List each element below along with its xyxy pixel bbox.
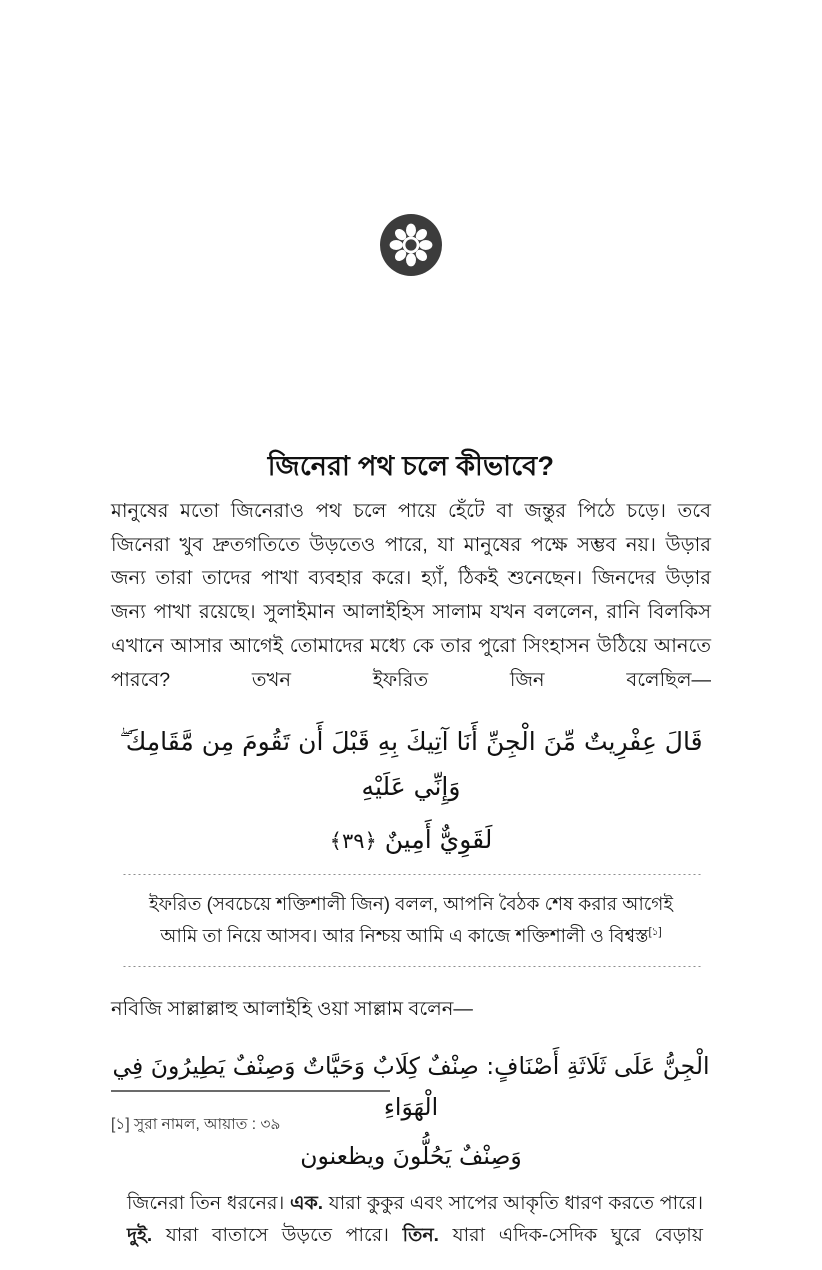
hadith-arabic-line-2: وَصِنْفٌ يَحُلُّونَ ويظعنون xyxy=(300,1142,522,1171)
hadith-label-one: এক. xyxy=(290,1192,324,1214)
flower-wheel-medallion-icon xyxy=(378,212,444,278)
quran-arabic-line-1: قَالَ عِفْرِيتٌ مِّنَ الْجِنِّ أَنَا آتِيكَ بِهِ قَبْلَ أَن تَقُومَ مِن مَّقَامِكَ ۖ وَإِنِّي عَلَيْهِ xyxy=(119,727,703,802)
hadith-label-three: তিন. xyxy=(402,1225,439,1247)
footnote-separator xyxy=(111,1090,390,1092)
quran-translation-line-2 xyxy=(126,920,696,952)
quran-translation-line-2-text: আমি তা নিয়ে আসব। আর নিশ্চয় আমি এ কাজে শক্তিশালী ও বিশ্বস্ত xyxy=(160,925,649,947)
hadith-arabic-line-1: الْجِنُّ عَلَى ثَلَاثَةِ أَصْنَافٍ: صِنْفٌ كِلَابٌ وَحَيَّاتٌ وَصِنْفٌ يَطِيرُونَ فِي الْهَوَاءِ xyxy=(112,1052,710,1122)
quote-divider-bottom xyxy=(121,966,701,967)
hadith-translation-three: যারা এদিক-সেদিক ঘুরে বেড়ায় xyxy=(438,1225,703,1247)
hadith-label-two: দুই. xyxy=(127,1225,153,1247)
hadith-translation xyxy=(111,1188,711,1253)
hadith-translation-intro: জিনেরা তিন ধরনের। xyxy=(127,1192,291,1214)
quran-arabic-line-2-text: لَقَوِيٌّ أَمِينٌ xyxy=(384,825,493,855)
verse-marker: ﴿٣٩﴾ xyxy=(329,829,377,854)
hadith-attribution: নবিজি সাল্লাল্লাহু আলাইহি ওয়া সাল্লাম বলেন— xyxy=(111,998,473,1021)
hadith-translation-one: যারা কুকুর এবং সাপের আকৃতি ধারণ করতে পারে। xyxy=(323,1192,703,1214)
content-column xyxy=(111,495,711,1253)
quran-translation-line-1: ইফরিত (সবচেয়ে শক্তিশালী জিন) বলল, আপনি বৈঠক শেষ করার আগেই xyxy=(149,893,673,915)
page-title: জিনেরা পথ চলে কীভাবে? xyxy=(267,451,555,482)
body-paragraph: মানুষের মতো জিনেরাও পথ চলে পায়ে হেঁটে বা জন্তুর পিঠে চড়ে। তবে জিনেরা খুব দ্রুতগতিতে উড়তেও পারে, যা মানুষের পক্ষে সম্ভব নয়। উড়ার জন্য তারা তাদের পাখা ব্যবহার করে। হ্যাঁ, ঠিকই শুনেছেন। জিনদের উড়ার জন্য পাখা রয়েছে। সুলাইমান আলাইহিস সালাম যখন বললেন, রানি বিলকিস এখানে আসার আগেই তোমাদের মধ্যে কে তার পুরো সিংহাসন উঠিয়ে আনতে পারবে? তখন ইফরিত জিন বলেছিল— xyxy=(111,500,711,691)
quote-divider-top xyxy=(121,874,701,875)
footnote-reference[interactable]: [১] xyxy=(648,926,662,939)
ornament-container xyxy=(0,212,822,278)
quran-arabic-line-2 xyxy=(111,817,711,862)
quran-quote-block xyxy=(111,719,711,967)
hadith-translation-two: যারা বাতাসে উড়তে পারে। xyxy=(152,1225,403,1247)
footnote-text: [১] সুরা নামল, আয়াত : ৩৯ xyxy=(111,1116,281,1133)
